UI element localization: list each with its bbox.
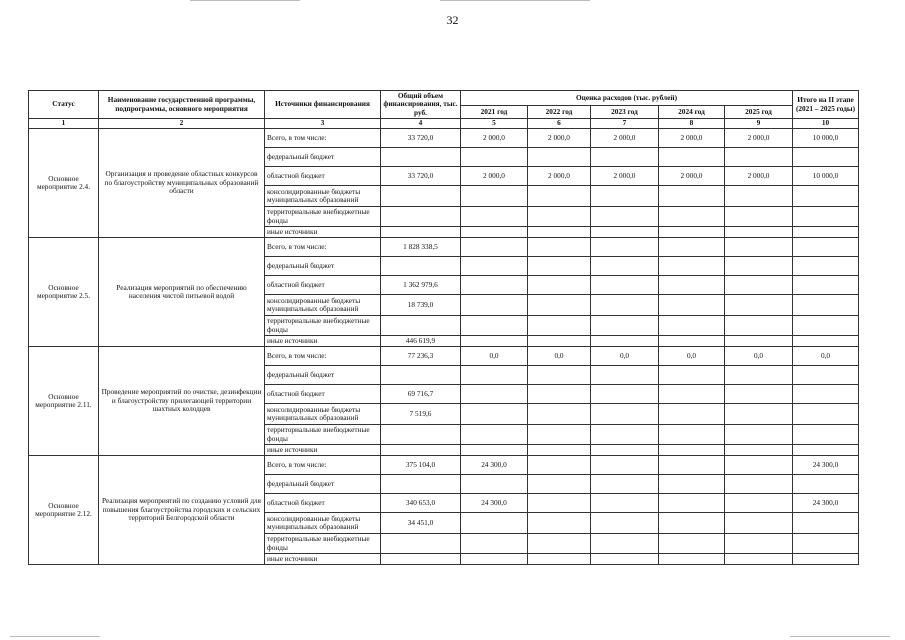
- funding-source: консолидированные бюджеты муниципальных образований: [265, 295, 381, 316]
- year-cell: [725, 186, 793, 207]
- total-cell: 340 653,0: [381, 494, 461, 513]
- stage-total-cell: [793, 148, 859, 167]
- stage-total-cell: [793, 316, 859, 336]
- year-cell: [461, 238, 528, 257]
- year-cell: [461, 513, 528, 534]
- year-cell: 2 000,0: [461, 167, 528, 186]
- row-status: Основное мероприятие 2.4.: [29, 129, 99, 238]
- year-cell: [591, 554, 659, 565]
- year-cell: [528, 385, 591, 404]
- year-cell: 2 000,0: [528, 129, 591, 148]
- funding-source: консолидированные бюджеты муниципальных образований: [265, 186, 381, 207]
- year-cell: [528, 445, 591, 456]
- funding-source: областной бюджет: [265, 167, 381, 186]
- year-cell: [591, 445, 659, 456]
- year-cell: 0,0: [461, 347, 528, 366]
- column-number-row: [29, 119, 859, 129]
- funding-source: областной бюджет: [265, 385, 381, 404]
- column-number: 4: [381, 119, 461, 129]
- funding-source: иные источники: [265, 445, 381, 456]
- year-cell: [725, 404, 793, 425]
- year-cell: [461, 445, 528, 456]
- year-cell: [725, 336, 793, 347]
- year-cell: 0,0: [725, 347, 793, 366]
- funding-source: федеральный бюджет: [265, 148, 381, 167]
- year-cell: [528, 276, 591, 295]
- header-estimate: Оценка расходов (тыс. рублей): [461, 91, 793, 106]
- funding-source: территориальные внебюджетные фонды: [265, 316, 381, 336]
- year-cell: 2 000,0: [725, 129, 793, 148]
- header-year: 2022 год: [528, 106, 591, 119]
- year-cell: [591, 186, 659, 207]
- year-cell: [528, 366, 591, 385]
- column-number: 1: [29, 119, 99, 129]
- year-cell: [659, 456, 725, 475]
- year-cell: 2 000,0: [591, 129, 659, 148]
- year-cell: 0,0: [591, 347, 659, 366]
- header-source: Источники финансирования: [265, 91, 381, 119]
- scan-edge-top-left: [190, 0, 300, 1]
- table-row: [29, 347, 859, 366]
- year-cell: [659, 385, 725, 404]
- year-cell: [591, 534, 659, 554]
- funding-source: федеральный бюджет: [265, 257, 381, 276]
- year-cell: 24 300,0: [461, 456, 528, 475]
- year-cell: [461, 425, 528, 445]
- year-cell: [725, 534, 793, 554]
- year-cell: [725, 425, 793, 445]
- stage-total-cell: 10 000,0: [793, 167, 859, 186]
- year-cell: [659, 494, 725, 513]
- year-cell: [528, 148, 591, 167]
- row-name: Реализация мероприятий по обеспечению населения чистой питьевой водой: [99, 238, 265, 347]
- year-cell: 2 000,0: [591, 167, 659, 186]
- year-cell: [659, 295, 725, 316]
- year-cell: [659, 404, 725, 425]
- year-cell: [659, 513, 725, 534]
- column-number: 5: [461, 119, 528, 129]
- year-cell: [591, 316, 659, 336]
- header-year: 2025 год: [725, 106, 793, 119]
- year-cell: [725, 276, 793, 295]
- funding-source: федеральный бюджет: [265, 475, 381, 494]
- year-cell: [528, 336, 591, 347]
- year-cell: [725, 238, 793, 257]
- year-cell: [528, 227, 591, 238]
- row-name: Проведение мероприятий по очистке, дезинфекции и благоустройству прилегающей территории шахтных колодцев: [99, 347, 265, 456]
- year-cell: 0,0: [659, 347, 725, 366]
- year-cell: [528, 257, 591, 276]
- year-cell: [659, 276, 725, 295]
- total-cell: 446 619,9: [381, 336, 461, 347]
- total-cell: 1 362 979,6: [381, 276, 461, 295]
- year-cell: [528, 316, 591, 336]
- year-cell: 0,0: [528, 347, 591, 366]
- year-cell: [591, 227, 659, 238]
- year-cell: [591, 456, 659, 475]
- scan-edge-top-right: [440, 0, 590, 1]
- total-cell: [381, 227, 461, 238]
- year-cell: [659, 554, 725, 565]
- year-cell: [725, 475, 793, 494]
- total-cell: [381, 316, 461, 336]
- year-cell: [659, 227, 725, 238]
- year-cell: [461, 148, 528, 167]
- page-number: 32: [446, 13, 459, 27]
- funding-source: консолидированные бюджеты муниципальных образований: [265, 513, 381, 534]
- column-number: 7: [591, 119, 659, 129]
- total-cell: 69 716,7: [381, 385, 461, 404]
- total-cell: [381, 554, 461, 565]
- year-cell: [461, 534, 528, 554]
- year-cell: [591, 366, 659, 385]
- year-cell: [528, 425, 591, 445]
- year-cell: [528, 207, 591, 227]
- year-cell: [528, 513, 591, 534]
- stage-total-cell: 0,0: [793, 347, 859, 366]
- header-year: 2024 год: [659, 106, 725, 119]
- column-number: 9: [725, 119, 793, 129]
- total-cell: [381, 148, 461, 167]
- stage-total-cell: [793, 336, 859, 347]
- stage-total-cell: [793, 257, 859, 276]
- funding-source: областной бюджет: [265, 276, 381, 295]
- year-cell: [591, 207, 659, 227]
- year-cell: [725, 513, 793, 534]
- year-cell: 2 000,0: [461, 129, 528, 148]
- stage-total-cell: [793, 186, 859, 207]
- stage-total-cell: [793, 207, 859, 227]
- funding-source: Всего, в том числе:: [265, 129, 381, 148]
- column-number: 8: [659, 119, 725, 129]
- year-cell: [591, 257, 659, 276]
- year-cell: [528, 554, 591, 565]
- stage-total-cell: [793, 227, 859, 238]
- year-cell: [591, 494, 659, 513]
- row-status: Основное мероприятие 2.12.: [29, 456, 99, 565]
- stage-total-cell: 24 300,0: [793, 494, 859, 513]
- funding-source: Всего, в том числе:: [265, 238, 381, 257]
- stage-total-cell: [793, 554, 859, 565]
- year-cell: [725, 366, 793, 385]
- year-cell: [461, 475, 528, 494]
- total-cell: 7 519,6: [381, 404, 461, 425]
- year-cell: [725, 227, 793, 238]
- year-cell: 2 000,0: [659, 167, 725, 186]
- total-cell: [381, 366, 461, 385]
- table-row: [29, 238, 859, 257]
- year-cell: [461, 554, 528, 565]
- year-cell: [659, 534, 725, 554]
- stage-total-cell: 10 000,0: [793, 129, 859, 148]
- year-cell: 2 000,0: [659, 129, 725, 148]
- year-cell: [725, 257, 793, 276]
- year-cell: [461, 207, 528, 227]
- year-cell: 24 300,0: [461, 494, 528, 513]
- column-number: 6: [528, 119, 591, 129]
- year-cell: [461, 295, 528, 316]
- total-cell: [381, 534, 461, 554]
- year-cell: [591, 404, 659, 425]
- year-cell: [725, 148, 793, 167]
- header-name: Наименование государственной программы, подпрограммы, основного мероприятия: [99, 91, 265, 119]
- total-cell: [381, 207, 461, 227]
- year-cell: [725, 494, 793, 513]
- year-cell: [659, 366, 725, 385]
- year-cell: [659, 257, 725, 276]
- year-cell: [591, 276, 659, 295]
- total-cell: 34 451,0: [381, 513, 461, 534]
- stage-total-cell: [793, 445, 859, 456]
- budget-table: [28, 90, 859, 565]
- year-cell: [659, 336, 725, 347]
- stage-total-cell: [793, 295, 859, 316]
- year-cell: [659, 238, 725, 257]
- funding-source: иные источники: [265, 227, 381, 238]
- stage-total-cell: [793, 475, 859, 494]
- row-status: Основное мероприятие 2.5.: [29, 238, 99, 347]
- row-status: Основное мероприятие 2.11.: [29, 347, 99, 456]
- column-number: 2: [99, 119, 265, 129]
- year-cell: [659, 186, 725, 207]
- year-cell: [528, 238, 591, 257]
- column-number: 10: [793, 119, 859, 129]
- funding-source: областной бюджет: [265, 494, 381, 513]
- year-cell: [461, 404, 528, 425]
- year-cell: [659, 316, 725, 336]
- year-cell: [528, 494, 591, 513]
- year-cell: [725, 554, 793, 565]
- table-body: [29, 129, 859, 565]
- year-cell: [461, 366, 528, 385]
- year-cell: [461, 227, 528, 238]
- header-stage-total: Итого на II этапе (2021 – 2025 годы): [793, 91, 859, 119]
- year-cell: [591, 148, 659, 167]
- year-cell: [528, 404, 591, 425]
- year-cell: [725, 445, 793, 456]
- header-year: 2023 год: [591, 106, 659, 119]
- table-head: [29, 91, 859, 129]
- funding-source: Всего, в том числе:: [265, 347, 381, 366]
- stage-total-cell: [793, 366, 859, 385]
- funding-source: Всего, в том числе:: [265, 456, 381, 475]
- funding-source: консолидированные бюджеты муниципальных образований: [265, 404, 381, 425]
- header-year: 2021 год: [461, 106, 528, 119]
- year-cell: [591, 475, 659, 494]
- funding-source: иные источники: [265, 554, 381, 565]
- year-cell: [528, 295, 591, 316]
- table-row: [29, 129, 859, 148]
- year-cell: [528, 534, 591, 554]
- stage-total-cell: [793, 513, 859, 534]
- scan-edge-bottom-left: [10, 636, 100, 637]
- year-cell: [591, 336, 659, 347]
- row-name: Организация и проведение областных конкурсов по благоустройству муниципальных образований области: [99, 129, 265, 238]
- year-cell: [725, 456, 793, 475]
- year-cell: [528, 456, 591, 475]
- year-cell: [528, 186, 591, 207]
- year-cell: [659, 445, 725, 456]
- total-cell: 33 720,0: [381, 167, 461, 186]
- stage-total-cell: [793, 238, 859, 257]
- stage-total-cell: 24 300,0: [793, 456, 859, 475]
- funding-source: федеральный бюджет: [265, 366, 381, 385]
- year-cell: [659, 475, 725, 494]
- total-cell: 375 104,0: [381, 456, 461, 475]
- year-cell: [461, 257, 528, 276]
- year-cell: 2 000,0: [725, 167, 793, 186]
- year-cell: [461, 336, 528, 347]
- total-cell: [381, 445, 461, 456]
- table-row: [29, 456, 859, 475]
- year-cell: [591, 238, 659, 257]
- header-total: Общий объем финансирования, тыс. руб.: [381, 91, 461, 119]
- year-cell: [591, 425, 659, 445]
- total-cell: 1 828 338,5: [381, 238, 461, 257]
- stage-total-cell: [793, 385, 859, 404]
- column-number: 3: [265, 119, 381, 129]
- total-cell: [381, 475, 461, 494]
- year-cell: [725, 295, 793, 316]
- funding-source: территориальные внебюджетные фонды: [265, 207, 381, 227]
- total-cell: 18 739,0: [381, 295, 461, 316]
- year-cell: [725, 385, 793, 404]
- total-cell: 33 720,0: [381, 129, 461, 148]
- year-cell: [659, 207, 725, 227]
- year-cell: [461, 276, 528, 295]
- year-cell: [591, 295, 659, 316]
- stage-total-cell: [793, 534, 859, 554]
- stage-total-cell: [793, 425, 859, 445]
- header-status: Статус: [29, 91, 99, 119]
- year-cell: [725, 207, 793, 227]
- year-cell: [591, 385, 659, 404]
- year-cell: [461, 316, 528, 336]
- year-cell: [528, 475, 591, 494]
- scan-edge-bottom-right: [790, 636, 890, 637]
- year-cell: [659, 425, 725, 445]
- stage-total-cell: [793, 276, 859, 295]
- row-name: Реализация мероприятий по созданию условий для повышения благоустройства городских и сельских территорий Белгородской области: [99, 456, 265, 565]
- year-cell: [659, 148, 725, 167]
- total-cell: [381, 425, 461, 445]
- year-cell: [461, 385, 528, 404]
- stage-total-cell: [793, 404, 859, 425]
- total-cell: 77 236,3: [381, 347, 461, 366]
- year-cell: 2 000,0: [528, 167, 591, 186]
- funding-source: территориальные внебюджетные фонды: [265, 425, 381, 445]
- total-cell: [381, 257, 461, 276]
- total-cell: [381, 186, 461, 207]
- funding-source: территориальные внебюджетные фонды: [265, 534, 381, 554]
- year-cell: [591, 513, 659, 534]
- year-cell: [725, 316, 793, 336]
- year-cell: [461, 186, 528, 207]
- funding-source: иные источники: [265, 336, 381, 347]
